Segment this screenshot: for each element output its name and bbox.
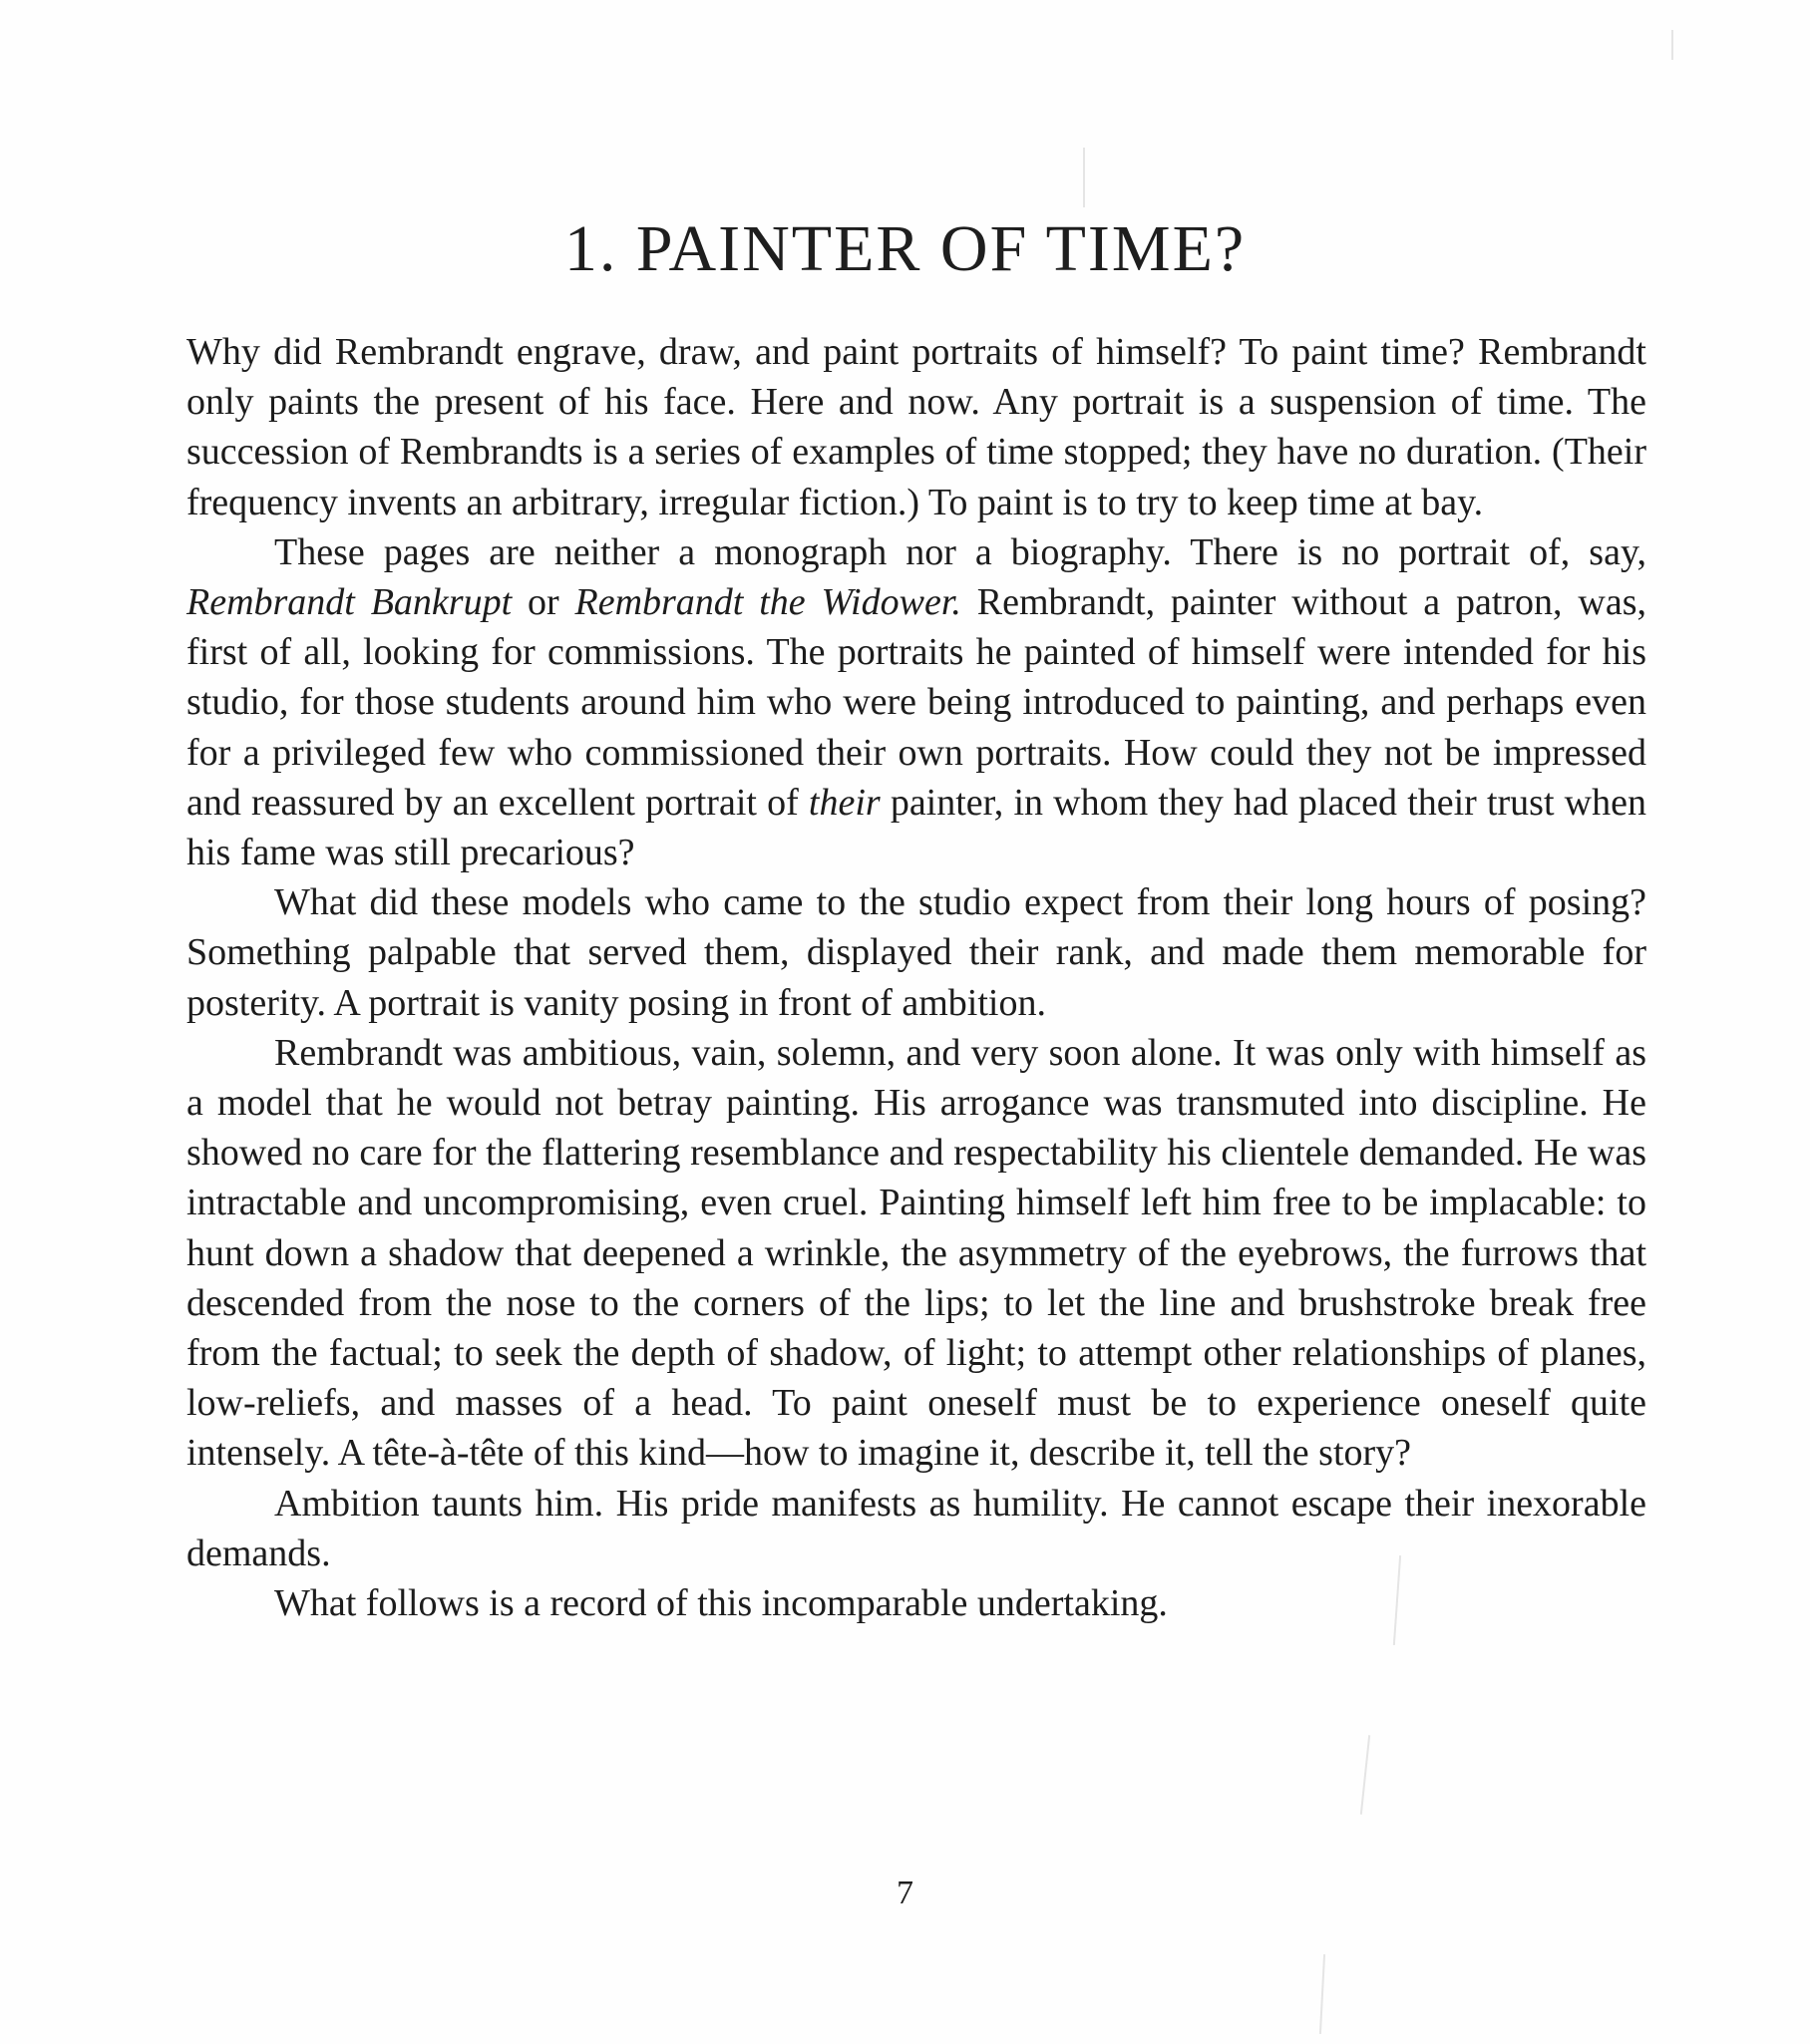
paragraph-6: What follows is a record of this incomparable undertaking. [274, 1582, 1168, 1625]
scan-artifact [1671, 30, 1673, 60]
scan-artifact [1083, 148, 1085, 207]
page-number: 7 [897, 1874, 913, 1911]
italic-title-bankrupt: Rembrandt Bankrupt [186, 581, 513, 624]
paragraph-1: Why did Rembrandt engrave, draw, and paint portraits of himself? To paint time? Rembrandt only paints the present of his face. Here and now. Any portrait is a suspension of time. The succession of Rembrandts is a series of examples of time stopped; they have no duration. (Their frequency invents an arbitrary, irregular fiction.) To paint is to try to keep time at bay. [186, 331, 1646, 523]
paragraph-2-text: or [512, 581, 575, 624]
scan-artifact [1360, 1735, 1370, 1815]
paragraph-2-text: Rembrandt, painter without a patron, was, first of all, looking for commissions. The portraits he painted of himself were intended for his studio, for those students around him who were being introduced to painting, and perhaps even for a privileged few who commissioned their own portraits. How could they not be impressed and reassured by an excellent portrait of [186, 581, 1646, 824]
chapter-title: 1. PAINTER OF TIME? [563, 212, 1247, 285]
paragraph-3: What did these models who came to the studio expect from their long hours of posing? Something palpable that served them, displayed their rank, and made them memorable for posterity. A portrait is vanity posing in front of ambition. [186, 881, 1646, 1024]
paragraph-2 [186, 527, 1646, 877]
chapter-body [186, 327, 1646, 1628]
paragraph-4: Rembrandt was ambitious, vain, solemn, and very soon alone. It was only with himself as a model that he would not betray painting. His arrogance was transmuted into discipline. He showed no care for the flattering resemblance and respectability his clientele demanded. He was intractable and uncompromising, even cruel. Painting himself left him free to be implacable: to hunt down a shadow that deepened a wrinkle, the asymmetry of the eyebrows, the furrows that descended from the nose to the corners of the lips; to let the line and brushstroke break free from the factual; to seek the depth of shadow, of light; to attempt other relationships of planes, low-reliefs, and masses of a head. To paint oneself must be to experience oneself quite intensely. A tête-à-tête of this kind—how to imagine it, describe it, tell the story? [186, 1031, 1646, 1475]
paragraph-2-text: painter, in whom they had placed their trust when his fame was still precarious? [186, 781, 1646, 874]
scan-artifact [1319, 1954, 1325, 2034]
italic-title-widower: Rembrandt the Widower. [574, 581, 961, 624]
paragraph-5: Ambition taunts him. His pride manifests as humility. He cannot escape their inexorable demands. [186, 1482, 1646, 1574]
paragraph-2-text: These pages are neither a monograph nor a biography. There is no portrait of, say, [274, 530, 1646, 573]
italic-emphasis-their: their [808, 781, 881, 824]
